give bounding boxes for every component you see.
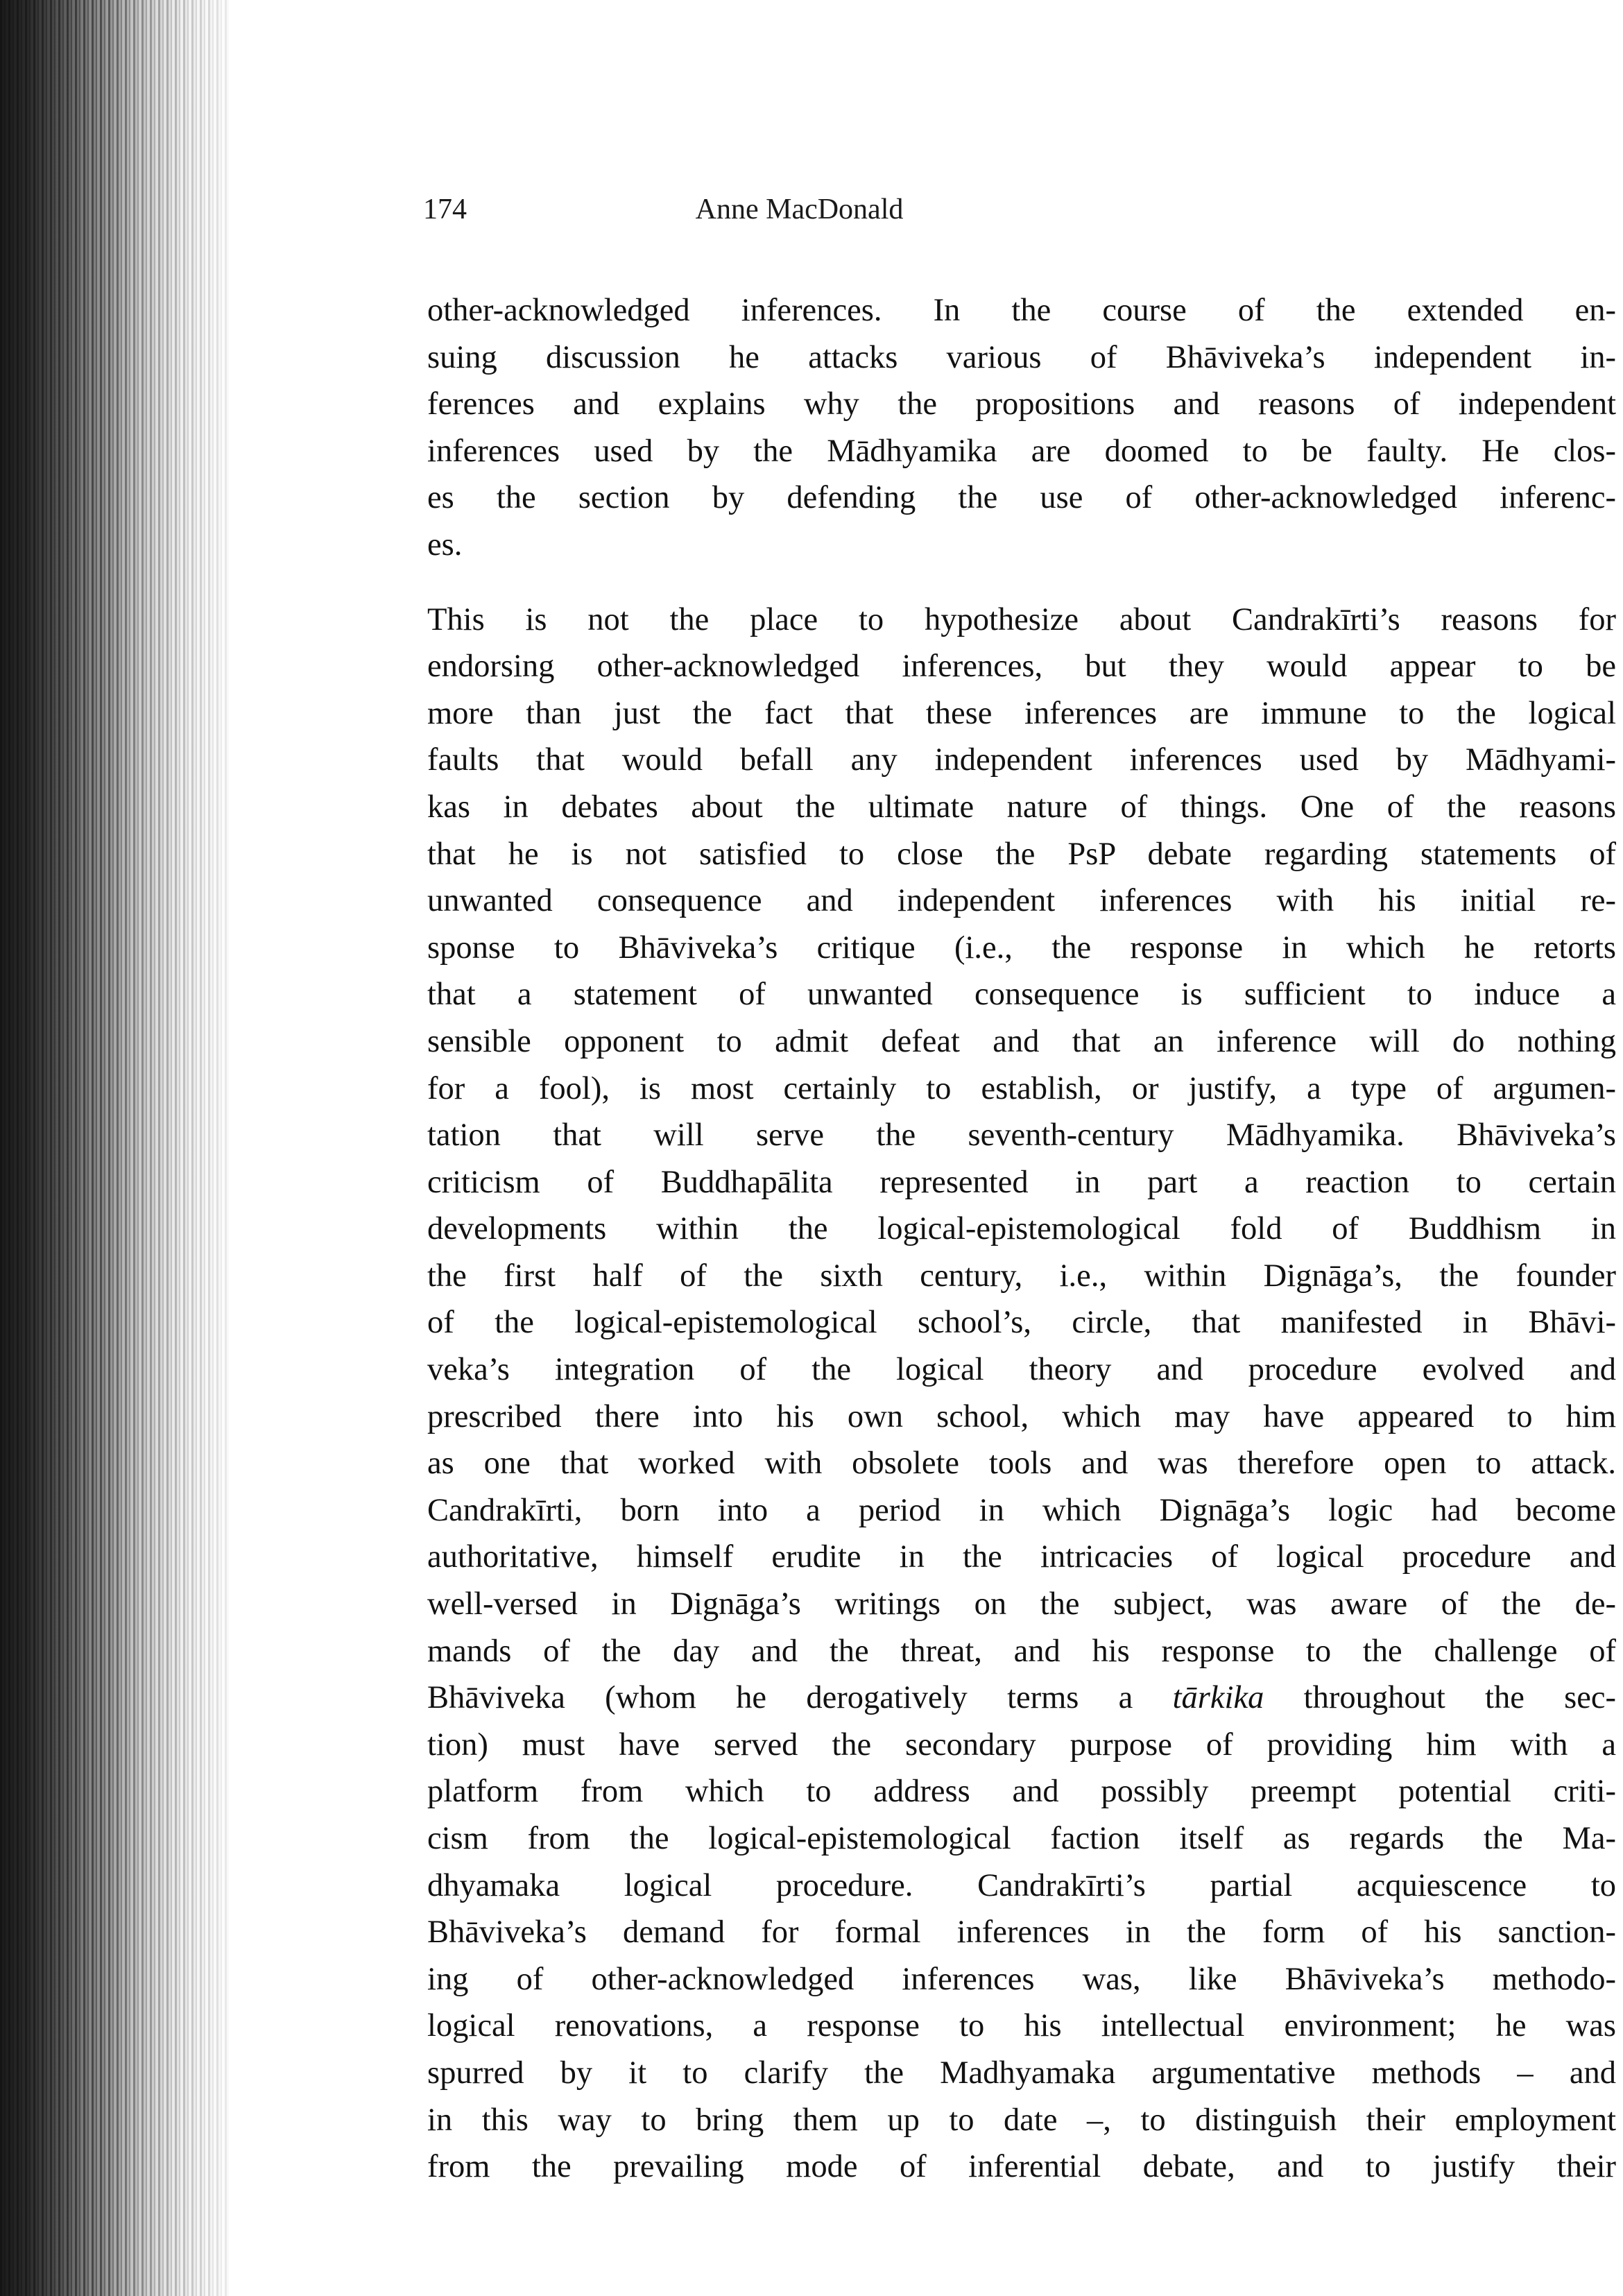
text-line: sponse to Bhāviveka’s critique (i.e., the response in which he retorts bbox=[427, 929, 1616, 966]
text-line: developments within the logical-epistemological fold of Buddhism in bbox=[427, 1211, 1616, 1247]
paragraph-1 bbox=[427, 287, 1616, 569]
text-line: authoritative, himself erudite in the intricacies of logical procedure and bbox=[427, 1539, 1616, 1575]
text-line: well-versed in Dignāga’s writings on the subject, was aware of the de- bbox=[427, 1586, 1616, 1622]
text-segment: throughout the sec- bbox=[1303, 1680, 1617, 1716]
text-line: spurred by it to clarify the Madhyamaka argumentative methods – and bbox=[427, 2055, 1616, 2091]
text-line: from the prevailing mode of inferential debate, and to justify their bbox=[427, 2149, 1616, 2185]
text-line: more than just the fact that these inferences are immune to the logical bbox=[427, 695, 1616, 731]
page-header bbox=[423, 193, 1616, 241]
text-line: in this way to bring them up to date –, to distinguish their employment bbox=[427, 2102, 1616, 2138]
text-line: suing discussion he attacks various of Bhāviveka’s independent in- bbox=[427, 339, 1616, 375]
text-segment: Bhāviveka (whom he derogatively terms a bbox=[427, 1680, 1133, 1716]
text-line: that a statement of unwanted consequence is sufficient to induce a bbox=[427, 977, 1616, 1013]
text-line: faults that would befall any independent inferences used by Mādhyami- bbox=[427, 742, 1616, 778]
text-line: Bhāviveka’s demand for formal inferences in the form of his sanction- bbox=[427, 1914, 1616, 1951]
text-line: tion) must have served the secondary purpose of providing him with a bbox=[427, 1727, 1616, 1763]
text-line: inferences used by the Mādhyamika are doomed to be faulty. He clos- bbox=[427, 433, 1616, 469]
text-line: es. bbox=[427, 526, 463, 563]
text-line: platform from which to address and possibly preempt potential criti- bbox=[427, 1774, 1616, 1810]
italic-term: tārkika bbox=[1172, 1680, 1264, 1716]
text-line: logical renovations, a response to his intellectual environment; he was bbox=[427, 2008, 1616, 2044]
paragraph-gap bbox=[427, 569, 1616, 597]
text-line: ferences and explains why the propositions and reasons of independent bbox=[427, 386, 1616, 422]
text-line: kas in debates about the ultimate nature of things. One of the reasons bbox=[427, 789, 1616, 825]
text-line: veka’s integration of the logical theory and procedure evolved and bbox=[427, 1352, 1616, 1388]
text-line: mands of the day and the threat, and his response to the challenge of bbox=[427, 1633, 1616, 1669]
text-line: for a fool), is most certainly to establish, or justify, a type of argumen- bbox=[427, 1070, 1616, 1106]
text-line: prescribed there into his own school, which may have appeared to him bbox=[427, 1398, 1616, 1434]
text-line: es the section by defending the use of other-acknowledged inferenc- bbox=[427, 480, 1616, 516]
text-line: sensible opponent to admit defeat and that an inference will do nothing bbox=[427, 1023, 1616, 1059]
text-line: criticism of Buddhapālita represented in part a reaction to certain bbox=[427, 1164, 1616, 1200]
text-line: other-acknowledged inferences. In the course of the extended en- bbox=[427, 293, 1616, 328]
text-line: dhyamaka logical procedure. Candrakīrti’s partial acquiescence to bbox=[427, 1867, 1616, 1903]
page-number: 174 bbox=[423, 194, 467, 225]
text-line: endorsing other-acknowledged inferences, but they would appear to be bbox=[427, 649, 1616, 685]
text-line: cism from the logical-epistemological faction itself as regards the Ma- bbox=[427, 1821, 1616, 1856]
text-line: the first half of the sixth century, i.e., within Dignāga’s, the founder bbox=[427, 1258, 1616, 1294]
text-line-with-italic bbox=[427, 1674, 1616, 1722]
text-line: This is not the place to hypothesize about Candrakīrti’s reasons for bbox=[427, 601, 1616, 637]
running-head-author: Anne MacDonald bbox=[695, 194, 904, 225]
text-line: that he is not satisfied to close the PsP debate regarding statements of bbox=[427, 836, 1616, 872]
text-line: ing of other-acknowledged inferences was, like Bhāviveka’s methodo- bbox=[427, 1961, 1616, 1997]
paragraph-2 bbox=[427, 597, 1616, 2191]
text-line: tation that will serve the seventh-century Mādhyamika. Bhāviveka’s bbox=[427, 1117, 1616, 1154]
text-line: of the logical-epistemological school’s, circle, that manifested in Bhāvi- bbox=[427, 1305, 1616, 1341]
text-line: as one that worked with obsolete tools and was therefore open to attack. bbox=[427, 1446, 1616, 1482]
scan-gutter-fade bbox=[0, 0, 229, 2296]
text-line: unwanted consequence and independent inferences with his initial re- bbox=[427, 883, 1616, 919]
body-text bbox=[427, 287, 1616, 2191]
text-line: Candrakīrti, born into a period in which Dignāga’s logic had become bbox=[427, 1492, 1616, 1528]
